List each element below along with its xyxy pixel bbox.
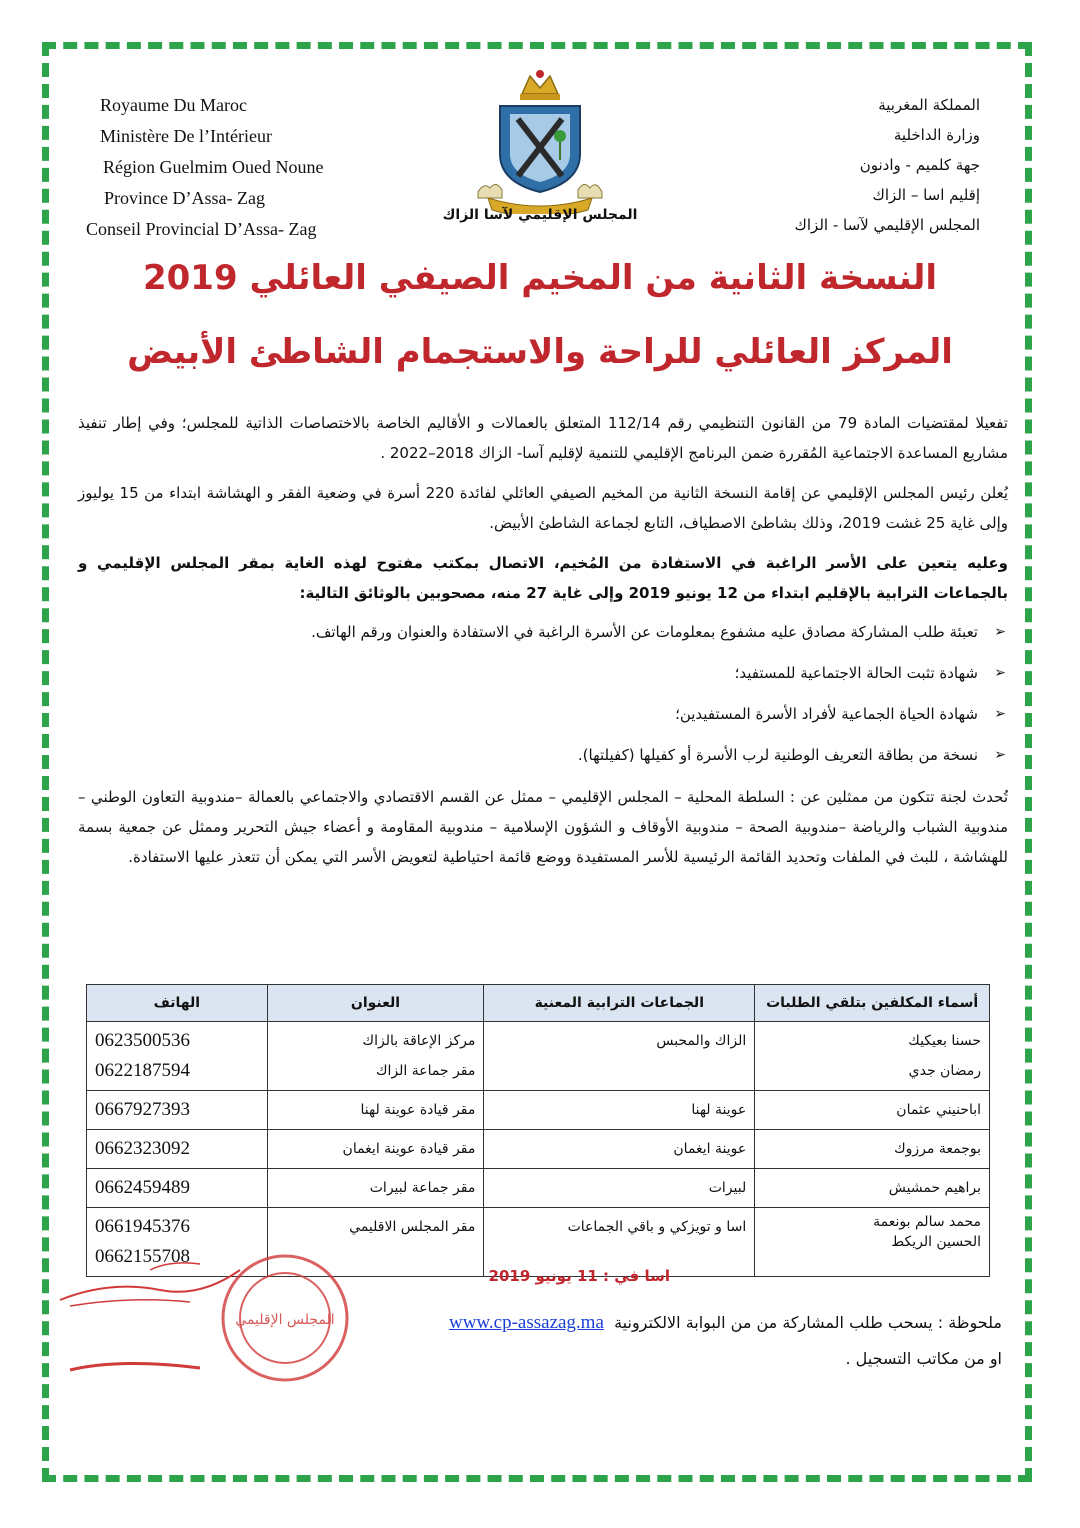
portal-link[interactable]: www.cp-assazag.ma bbox=[448, 1312, 604, 1333]
commune-cell: لبيرات bbox=[484, 1169, 755, 1208]
list-item: ➢ تعبئة طلب المشاركة مصادق عليه مشفوع بمعلومات عن الأسرة الراغبة في الاستفادة والعنوان ورقم الهاتف. bbox=[78, 612, 1008, 653]
table-header-row bbox=[87, 985, 990, 1022]
name-cell: محمد سالم بونعمة الحسين الريكط bbox=[755, 1208, 990, 1277]
address-cell: مركز الإعاقة بالزاك مقر جماعة الزاك bbox=[267, 1022, 484, 1091]
note-prefix: ملحوظة : يسحب طلب المشاركة من من البوابة الالكترونية bbox=[614, 1313, 1002, 1332]
table-header: الجماعات الترابية المعنية bbox=[484, 985, 755, 1022]
coat-of-arms-emblem bbox=[470, 64, 610, 224]
commune-cell: اسا و تويزكي و باقي الجماعات bbox=[484, 1208, 755, 1277]
date-line: اسا في : 11 يونيو 2019 bbox=[488, 1267, 670, 1285]
check-arrow-icon: ➢ bbox=[994, 747, 1006, 763]
phone-cell: 0623500536 0622187594 bbox=[87, 1022, 268, 1091]
official-stamp bbox=[210, 1248, 360, 1388]
table-row bbox=[87, 1022, 990, 1091]
address-cell: مقر جماعة لبيرات bbox=[267, 1169, 484, 1208]
table-row bbox=[87, 1091, 990, 1130]
address-cell: مقر قيادة عوينة ايغمان bbox=[267, 1130, 484, 1169]
note-suffix: او من مكاتب التسجيل . bbox=[845, 1349, 1002, 1368]
phone-cell: 0662323092 bbox=[87, 1130, 268, 1169]
paragraph-intro: تفعيلا لمقتضيات المادة 79 من القانون التنظيمي رقم 112/14 المتعلق بالعمالات و الأقاليم الخاصة بالاختصاصات الذاتية للمجلس؛ وفي إطار تنفيذ مشاريع المساعدة الاجتماعية المُقررة ضمن البرنامج الإقليمي للتنمية لإقليم آسا- الزاك 2018–2022 . bbox=[78, 414, 1008, 462]
commune-cell: عوينة ايغمان bbox=[484, 1130, 755, 1169]
address-cell: مقر المجلس الاقليمي bbox=[267, 1208, 484, 1277]
header-ar-line: جهة كلميم - وادنون bbox=[859, 156, 980, 174]
list-item: ➢ شهادة تثبت الحالة الاجتماعية للمستفيد؛ bbox=[78, 653, 1008, 694]
check-arrow-icon: ➢ bbox=[994, 665, 1006, 681]
stamp-text: المجلس الإقليمي bbox=[235, 1312, 335, 1328]
check-arrow-icon: ➢ bbox=[994, 706, 1006, 722]
name-cell: حسنا بعيكيك رمضان جدي bbox=[755, 1022, 990, 1091]
title-line-1: النسخة الثانية من المخيم الصيفي العائلي 2019 bbox=[142, 258, 937, 298]
header-french bbox=[86, 90, 400, 245]
phone-cell: 0667927393 bbox=[87, 1091, 268, 1130]
table-row bbox=[87, 1169, 990, 1208]
phone-cell: 0661945376 0662155708 bbox=[87, 1208, 268, 1277]
paragraph-committee: تُحدث لجنة تتكون من ممثلين عن : السلطة المحلية – المجلس الإقليمي – ممثل عن القسم الاقتصادي والاجتماعي بالعمالة –مندوبية التعاون الوطني –مندوبية الشباب والرياضة –مندوبية الصحة – مندوبية الأوقاف و الشؤون الإسلامية – مندوبية المقاومة و أعضاء جيش التحرير وممثل عن جمعية بسمة للهشاشة ، للبث في الملفات وتحديد القائمة الرئيسية للأسر المستفيدة ووضع قائمة احتياطية لتعويض الأسر التي يمكن أن تتعذر عليها الاستفادة. bbox=[78, 788, 1008, 866]
list-item: ➢ نسخة من بطاقة التعريف الوطنية لرب الأسرة أو كفيلها (كفيلتها). bbox=[78, 735, 1008, 776]
commune-cell: عوينة لهنا bbox=[484, 1091, 755, 1130]
list-item: ➢ شهادة الحياة الجماعية لأفراد الأسرة المستفيدين؛ bbox=[78, 694, 1008, 735]
commune-cell: الزاك والمحبس bbox=[484, 1022, 755, 1091]
header-ar-line: إقليم اسا – الزاك bbox=[872, 186, 980, 204]
header-fr-line: Ministère De l’Intérieur bbox=[100, 126, 272, 146]
name-cell: براهيم حمشيش bbox=[755, 1169, 990, 1208]
table-header: الهاتف bbox=[87, 985, 268, 1022]
header-fr-line: Conseil Provincial D’Assa- Zag bbox=[86, 219, 317, 239]
table-header: العنوان bbox=[267, 985, 484, 1022]
paragraph-announcement: يُعلن رئيس المجلس الإقليمي عن إقامة النسخة الثانية من المخيم الصيفي العائلي لفائدة 220 أسرة في وضعية الفقر و الهشاشة ابتداء من 15 يوليوز وإلى غاية 25 غشت 2019، وذلك بشاطئ الاصطياف، التابع لجماعة الشاطئ الأبيض. bbox=[78, 484, 1009, 532]
name-cell: بوجمعة مرزوك bbox=[755, 1130, 990, 1169]
note bbox=[362, 1305, 1002, 1377]
phone-cell: 0662459489 bbox=[87, 1169, 268, 1208]
header-ar-line: المجلس الإقليمي لآسا - الزاك bbox=[794, 216, 980, 234]
header-fr-line: Province D’Assa- Zag bbox=[104, 188, 265, 208]
header-fr-line: Royaume Du Maroc bbox=[100, 95, 247, 115]
title-line-2: المركز العائلي للراحة والاستجمام الشاطئ الأبيض bbox=[127, 332, 953, 372]
emblem-caption: المجلس الإقليمي لآسا الزاك bbox=[442, 207, 638, 223]
check-arrow-icon: ➢ bbox=[994, 624, 1006, 640]
header-ar-line: وزارة الداخلية bbox=[893, 126, 980, 144]
header-ar-line: المملكة المغربية bbox=[878, 96, 980, 114]
header-arabic bbox=[760, 90, 980, 240]
address-cell: مقر قيادة عوينة لهنا bbox=[267, 1091, 484, 1130]
contacts-table bbox=[86, 984, 990, 1277]
table-header: أسماء المكلفين بتلقي الطلبات bbox=[755, 985, 990, 1022]
paragraph-application: وعليه يتعين على الأسر الراغبة في الاستفادة من المُخيم، الاتصال بمكتب مفتوح لهذه الغاية بمقر المجلس الإقليمي و بالجماعات الترابية بالإقليم ابتداء من 12 يونيو 2019 وإلى غاية 27 منه، مصحوبين بالوثائق التالية: bbox=[78, 554, 1008, 602]
header-fr-line: Région Guelmim Oued Noune bbox=[103, 157, 324, 177]
announcement-body bbox=[78, 408, 1008, 882]
documents-list bbox=[78, 612, 1008, 776]
name-cell: اباحنيني عثمان bbox=[755, 1091, 990, 1130]
table-row bbox=[87, 1130, 990, 1169]
